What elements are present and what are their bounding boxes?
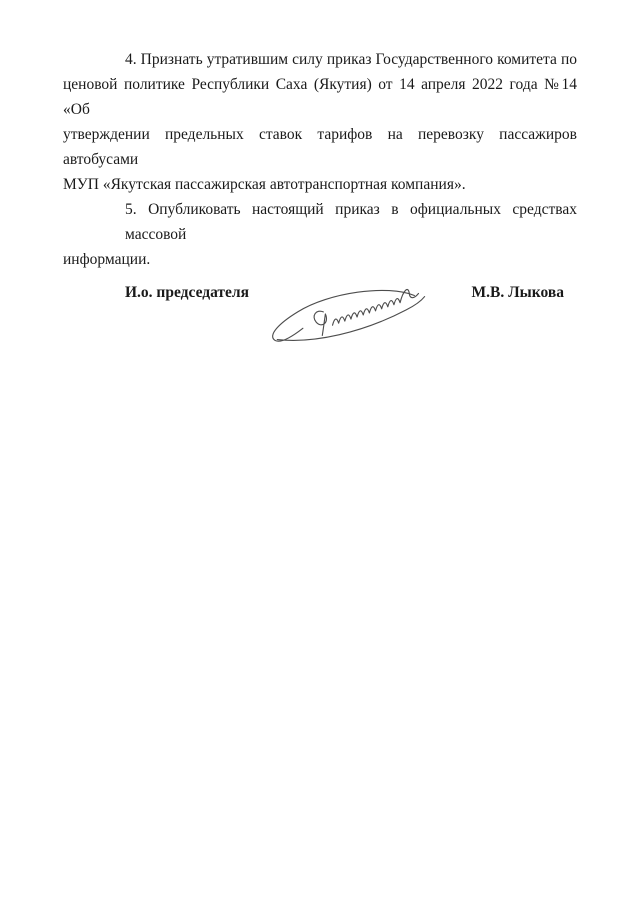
- paragraph-5-line-2: информации.: [63, 251, 151, 268]
- paragraph-4-line-2: ценовой политике Республики Саха (Якутия) от 14 апреля 2022 года №14 «Об: [63, 76, 577, 118]
- document-body: [63, 47, 577, 358]
- paragraph-5-line-1: 5. Опубликовать настоящий приказ в официальных средствах массовой: [125, 201, 577, 243]
- signer-name: М.В. Лыкова: [471, 284, 564, 301]
- paragraph-4-line-1: 4. Признать утратившим силу приказ Государственного комитета по: [125, 51, 577, 68]
- paragraph-4-line-3: утверждении предельных ставок тарифов на перевозку пассажиров автобусами: [63, 126, 577, 168]
- paragraph-4-line-4: МУП «Якутская пассажирская автотранспортная компания».: [63, 176, 466, 193]
- handwritten-signature-icon: [265, 281, 441, 351]
- signature-block: [63, 280, 577, 358]
- signer-position-title: И.о. председателя: [125, 284, 250, 301]
